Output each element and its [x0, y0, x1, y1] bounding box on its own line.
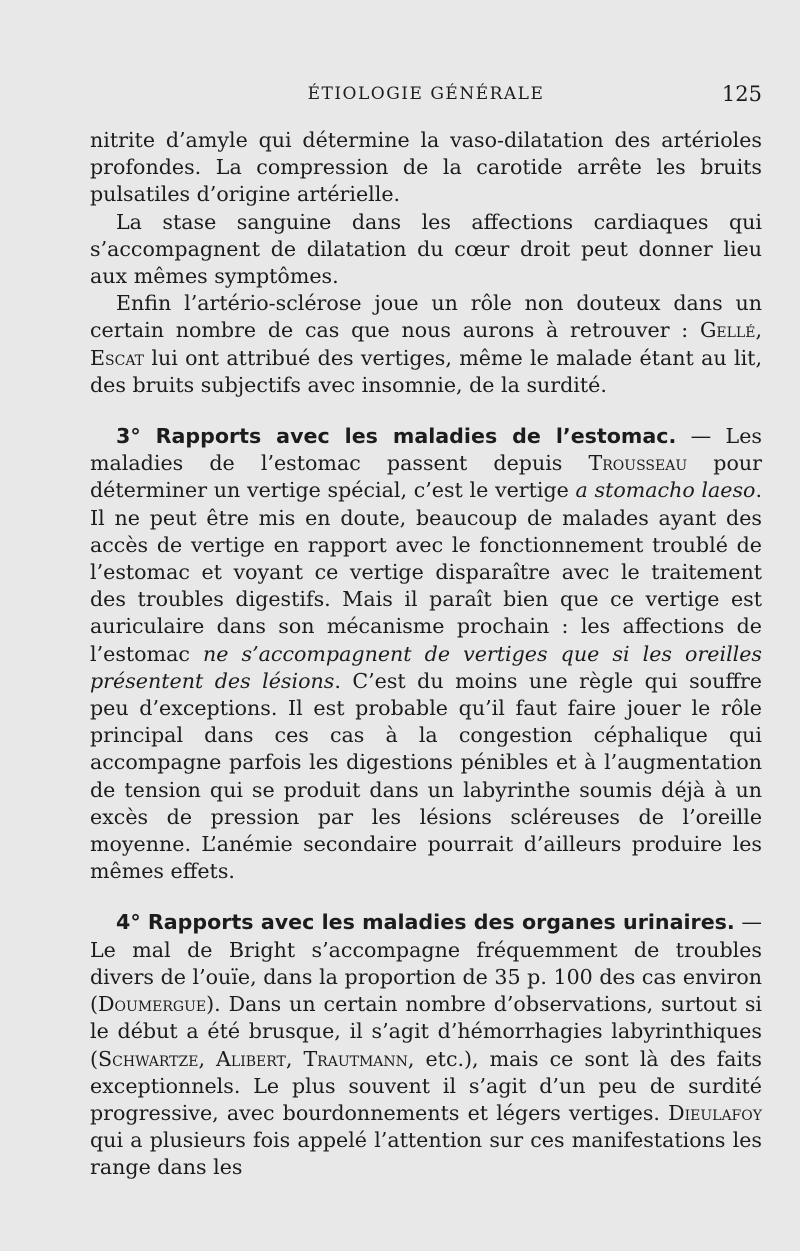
section-heading: Rapports avec les maladies de l’estomac.	[140, 424, 677, 449]
text-run: Enfin l’artério-sclérose joue un rôle non douteux dans un certain nombre de cas que nous aurons à retrouver :	[90, 291, 762, 343]
text-run: ,	[198, 1046, 217, 1071]
paragraph-nitrite: nitrite d’amyle qui détermine la vaso-dilatation des artérioles profondes. La compression de la carotide arrête les bruits pulsatiles d’origine artérielle.	[90, 128, 762, 207]
author-dieulafoy: Dieulafoy	[668, 1100, 762, 1125]
text-run: lui ont attribué des vertiges, même le malade étant au lit, des bruits subjectifs avec insomnie, de la surdité.	[90, 345, 762, 397]
text-run: qui a plusieurs fois appelé l’attention sur ces manifestations les range dans les	[90, 1128, 762, 1180]
text-run: — Le mal de Bright s’accompagne fréquemment de troubles divers de l’ouïe, dans la proportion de 35 p. 100 des cas environ (	[90, 910, 762, 1017]
page-number: 125	[721, 82, 762, 106]
latin-term: a stomacho laeso	[575, 478, 756, 503]
section-number: 4°	[116, 910, 141, 935]
author-alibert: Alibert	[216, 1046, 286, 1071]
text-run: ,	[285, 1046, 304, 1071]
section-number: 3°	[116, 424, 141, 449]
text-run: . C’est du moins une règle qui souffre peu d’exceptions. Il est probable qu’il faut faire jouer le rôle principal dans ces cas à la congestion céphalique qui accompagne parfois les digestions pénibles et à l’augmentation de tension qui se produit dans un labyrinthe soumis déjà à un excès de pression par les lésions scléreuses de l’oreille moyenne. L’anémie secondaire pourrait d’ailleurs produire les mêmes effets.	[90, 668, 762, 884]
text-run: ,	[755, 318, 762, 343]
paragraph-arterio-sclerose	[90, 290, 762, 399]
author-schwartze: Schwartze	[98, 1046, 199, 1071]
text-run: — Les maladies de l’estomac passent depuis	[90, 424, 762, 476]
italic-emphasis: ne s’accompagnent de vertiges que si les oreilles présentent des lésions	[90, 641, 762, 693]
body-text	[90, 127, 762, 1182]
section-organes-urinaires	[90, 909, 762, 1181]
page-header	[90, 84, 762, 114]
text-run: , etc.), mais ce sont là des faits exceptionnels. Le plus souvent il s’agit d’un peu de surdité progressive, avec bourdonnements et légers vertiges.	[90, 1046, 762, 1125]
running-title: ÉTIOLOGIE GÉNÉRALE	[307, 84, 545, 104]
author-trousseau: Trousseau	[588, 451, 688, 476]
text-run: ). Dans un certain nombre d’observations, surtout si le début a été brusque, il s’agit d’hémorrhagies labyrinthiques (	[90, 992, 762, 1071]
author-escat: Escat	[90, 345, 145, 370]
text-run: . Il ne peut être mis en doute, beaucoup de malades ayant des accès de vertige en rapport avec le fonctionnement troublé de l’estomac et voyant ce vertige disparaître avec le traitement des troubles digestifs. Mais il paraît bien que ce vertige est auriculaire dans son mécanisme prochain : les affections de l’estomac	[90, 478, 762, 666]
section-heading: Rapports avec les maladies des organes urinaires.	[140, 910, 735, 935]
text-run: pour déterminer un vertige spécial, c’est le vertige	[90, 451, 762, 503]
author-gelle: Gellé	[699, 318, 756, 343]
section-estomac	[90, 423, 762, 885]
paragraph-stase-sanguine: La stase sanguine dans les affections cardiaques qui s’accompagnent de dilatation du cœur droit peut donner lieu aux mêmes symptômes.	[90, 209, 762, 289]
author-trautmann: Trautmann	[303, 1046, 408, 1071]
author-doumergue: Doumergue	[98, 992, 207, 1017]
